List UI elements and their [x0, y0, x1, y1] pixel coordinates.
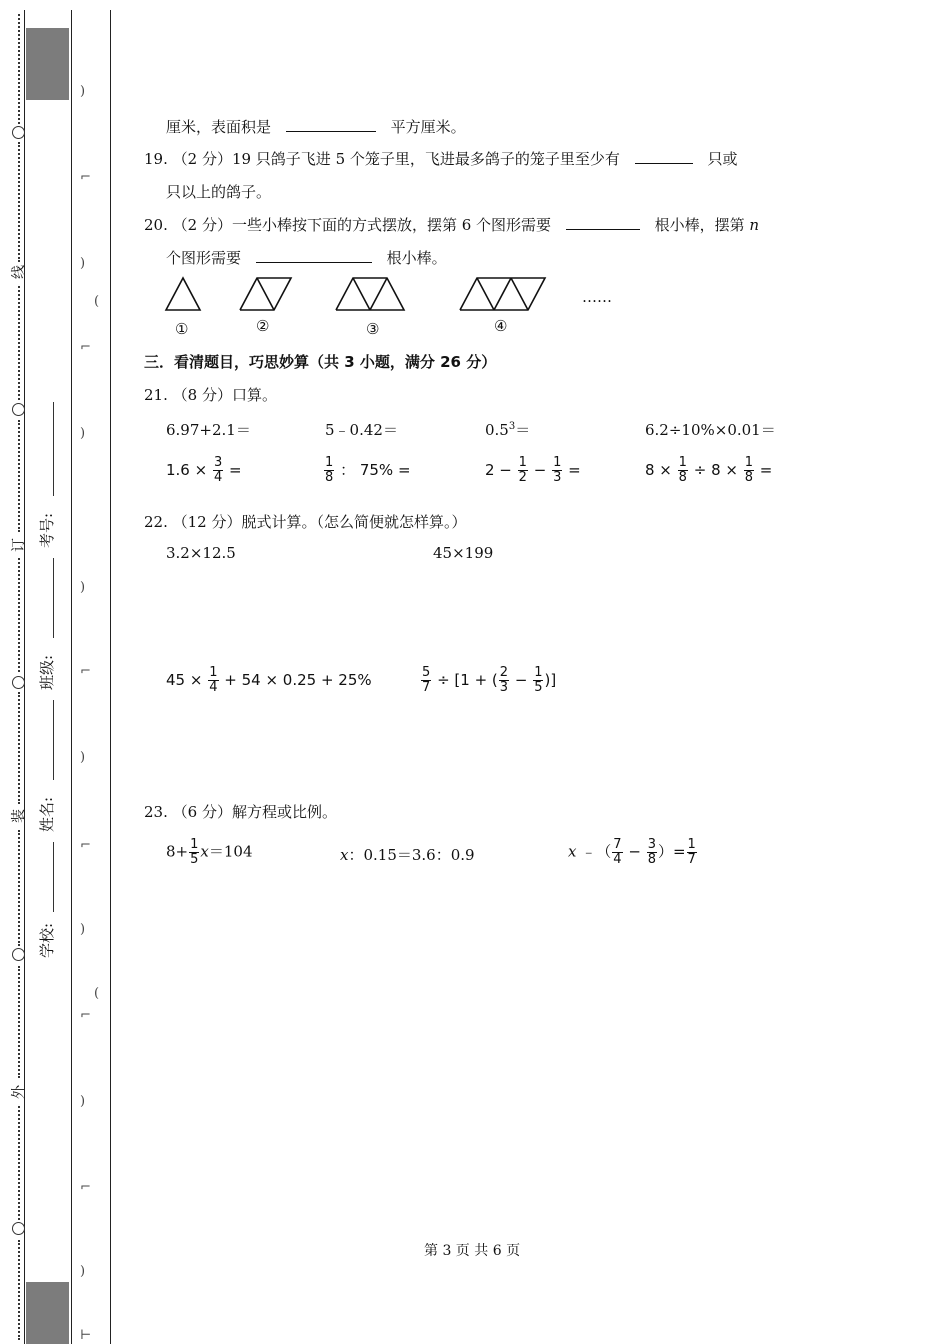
expr-text: ﹣（ — [581, 842, 612, 861]
label-xingming: 姓名: — [38, 796, 56, 832]
answer-blank[interactable] — [635, 149, 693, 164]
dotted-line — [18, 1240, 26, 1340]
q18-text: 厘米，表面积是 — [166, 118, 272, 136]
q19-text-tail: 只或 — [707, 150, 738, 168]
binding-char-wai: 外 — [11, 1085, 27, 1099]
binding-gray-block-bottom — [26, 1282, 69, 1344]
dotted-line — [18, 14, 26, 124]
label-banji: 班级: — [38, 654, 56, 690]
q22-item-b: 45×199 — [433, 544, 494, 562]
numerator: 1 — [678, 455, 687, 470]
dotted-line — [18, 420, 26, 532]
numerator: 1 — [209, 665, 218, 680]
expr-text: ÷ [1 + ( — [437, 671, 498, 689]
outer-mark: ) — [80, 922, 86, 937]
equals: ＝ — [515, 421, 531, 439]
numerator: 1 — [325, 455, 334, 470]
q20-text-mid: 根小棒，摆第 — [654, 216, 745, 234]
q21-title: （8 分）口算。 — [172, 386, 277, 404]
label-xuexiao: 学校: — [38, 922, 56, 958]
denominator: 8 — [678, 470, 687, 485]
numerator: 1 — [190, 837, 199, 852]
denominator: 4 — [613, 852, 622, 867]
expr-text: ＝104 — [208, 842, 253, 861]
circle-marker — [12, 126, 25, 139]
outer-mark: ⌐ — [80, 340, 91, 355]
xuexiao-blank-line — [53, 842, 54, 912]
fraction — [533, 666, 543, 695]
q22-heading — [144, 511, 467, 532]
denominator: 8 — [744, 470, 754, 485]
xingming-blank-line — [53, 700, 54, 780]
outer-mark: ⌐ — [80, 664, 91, 679]
expr-text: 2 − — [485, 461, 512, 479]
fraction — [552, 456, 562, 485]
q18-continuation — [166, 116, 466, 137]
numerator: 7 — [613, 837, 622, 852]
variable-x: x — [200, 842, 209, 861]
q22-item-d — [420, 666, 556, 695]
operator: ÷ 8 × — [693, 461, 738, 479]
power-base: 0.5 — [485, 421, 509, 439]
expr-text: ：0.15＝3.6：0.9 — [348, 846, 475, 864]
q21-item-7 — [485, 456, 581, 485]
binding-char-zhuang: 装 — [11, 809, 27, 823]
figure-label-3: ③ — [366, 320, 380, 338]
expr-text: 8 × — [645, 461, 672, 479]
q21-item-4: 6.2÷10%×0.01＝ — [645, 421, 776, 439]
margin-rule — [110, 10, 111, 1344]
fraction — [744, 456, 754, 485]
equals: = — [568, 461, 581, 479]
q20-line2 — [166, 247, 447, 268]
numerator: 3 — [213, 455, 223, 470]
q21-heading — [144, 384, 277, 405]
outer-mark: ⌐ — [80, 1008, 91, 1023]
fraction — [213, 456, 223, 485]
dotted-line — [18, 966, 26, 1078]
operator: − — [514, 671, 528, 689]
q23-item-3 — [568, 838, 698, 867]
expr-text: 45 × — [166, 671, 203, 689]
numerator: 1 — [518, 455, 527, 470]
circle-marker — [12, 948, 25, 961]
expr-text: 8+ — [166, 842, 189, 861]
equals: = — [759, 461, 773, 479]
outer-mark: ) — [80, 1094, 86, 1109]
q19-line1 — [144, 148, 737, 169]
circle-marker — [12, 403, 25, 416]
q20-text: 个图形需要 — [166, 249, 242, 267]
denominator: 7 — [687, 852, 696, 867]
q19-text: （2 分）19 只鸽子飞进 5 个笼子里，飞进最多鸽子的笼子里至少有 — [172, 150, 620, 168]
q20-text-tail: 根小棒。 — [386, 249, 447, 267]
outer-mark: ) — [80, 750, 86, 765]
kaohao-blank-line — [53, 402, 54, 496]
section-title: 三．看清题目，巧思妙算（共 3 小题，满分 26 分） — [144, 353, 497, 371]
figure-label-2: ② — [256, 317, 270, 335]
q22-item-c — [166, 666, 372, 695]
page-footer: 第 3 页 共 6 页 — [424, 1243, 521, 1259]
fraction — [678, 456, 688, 485]
power-exponent: 3 — [508, 421, 516, 432]
q20-text: （2 分）一些小棒按下面的方式摆放，摆第 6 个图形需要 — [172, 216, 552, 234]
numerator: 1 — [553, 455, 562, 470]
numerator: 1 — [744, 455, 754, 470]
figure-3-triangles — [336, 278, 404, 310]
figure-label-1: ① — [175, 320, 189, 338]
fraction — [647, 838, 657, 867]
expr-text: + 54 × 0.25 + 25% — [224, 671, 372, 689]
expr-text: )] — [544, 671, 557, 689]
fraction — [324, 456, 334, 485]
fraction — [612, 838, 622, 867]
outer-mark: ⌐ — [80, 838, 91, 853]
question-number: 20. — [144, 216, 168, 234]
fraction — [687, 838, 697, 867]
outer-mark: ⌐ — [80, 170, 91, 185]
denominator: 3 — [499, 680, 509, 695]
operator: − — [628, 842, 641, 861]
fraction — [518, 456, 528, 485]
banji-blank-line — [53, 558, 54, 638]
answer-blank[interactable] — [286, 117, 376, 132]
q21-item-6 — [323, 456, 411, 485]
denominator: 2 — [518, 470, 527, 485]
outer-mark: ) — [80, 84, 86, 99]
denominator: 4 — [213, 470, 223, 485]
circle-marker — [12, 676, 25, 689]
q23-title: （6 分）解方程或比例。 — [172, 803, 337, 821]
q19-line2: 只以上的鸽子。 — [166, 183, 272, 201]
q21-item-2: 5﹣0.42＝ — [325, 421, 398, 439]
denominator: 4 — [209, 680, 218, 695]
dotted-line — [18, 1106, 26, 1220]
equals: = — [229, 461, 242, 479]
fraction — [208, 666, 218, 695]
numerator: 1 — [534, 665, 543, 680]
denominator: 5 — [190, 852, 199, 867]
binding-char-ding: 订 — [11, 538, 27, 552]
binding-gray-block-top — [26, 28, 69, 100]
figure-ellipsis: …… — [582, 288, 612, 306]
denominator: 7 — [422, 680, 431, 695]
operator: − — [533, 461, 547, 479]
q20-line1 — [144, 214, 759, 235]
variable-n: n — [749, 216, 760, 234]
figure-label-4: ④ — [494, 317, 508, 335]
dotted-line — [18, 692, 26, 804]
denominator: 8 — [325, 470, 334, 485]
q21-item-5 — [166, 456, 242, 485]
outer-mark: ) — [80, 426, 86, 441]
circle-marker — [12, 1222, 25, 1235]
dotted-line — [18, 142, 26, 262]
numerator: 5 — [422, 665, 431, 680]
stick-triangle-figures — [160, 272, 620, 342]
label-kaohao: 考号: — [38, 512, 56, 548]
fraction — [499, 666, 509, 695]
q22-title: （12 分）脱式计算。（怎么简便就怎样算。） — [172, 513, 467, 531]
outer-mark: ) — [80, 580, 86, 595]
q23-item-1 — [166, 838, 253, 867]
question-number: 21. — [144, 386, 168, 404]
denominator: 8 — [647, 852, 656, 867]
expr-text: ）= — [657, 842, 686, 861]
numerator: 1 — [687, 837, 696, 852]
numerator: 2 — [499, 665, 509, 680]
expr-text: 1.6 × — [166, 461, 208, 479]
q23-item-2 — [340, 844, 475, 865]
dotted-line — [18, 286, 26, 400]
binding-char-xian: 线 — [11, 265, 27, 279]
answer-blank[interactable] — [566, 215, 640, 230]
q22-item-a: 3.2×12.5 — [166, 544, 236, 562]
fraction — [189, 838, 199, 867]
q21-item-1: 6.97+2.1＝ — [166, 421, 251, 439]
numerator: 3 — [647, 837, 656, 852]
figure-1-triangle — [166, 278, 200, 310]
outer-mark: ⊢ — [80, 1328, 92, 1343]
denominator: 5 — [534, 680, 543, 695]
outer-mark: ⌐ — [80, 1180, 91, 1195]
q21-item-8 — [645, 456, 772, 485]
outer-mark: ( — [94, 986, 100, 1001]
outer-mark: ) — [80, 256, 86, 271]
answer-blank[interactable] — [256, 248, 372, 263]
denominator: 3 — [553, 470, 562, 485]
q21-item-3 — [485, 419, 530, 440]
variable-x: x — [568, 842, 577, 861]
fraction — [421, 666, 431, 695]
q18-text-unit: 平方厘米。 — [390, 118, 466, 136]
outer-mark: ( — [94, 294, 100, 309]
outer-mark: ) — [80, 1264, 86, 1279]
dotted-line — [18, 558, 26, 672]
dotted-line — [18, 830, 26, 946]
expr-text: ： 75% = — [340, 461, 411, 479]
question-number: 19. — [144, 150, 168, 168]
question-number: 22. — [144, 513, 168, 531]
variable-x: x — [340, 846, 349, 864]
question-number: 23. — [144, 803, 168, 821]
q23-heading — [144, 801, 337, 822]
